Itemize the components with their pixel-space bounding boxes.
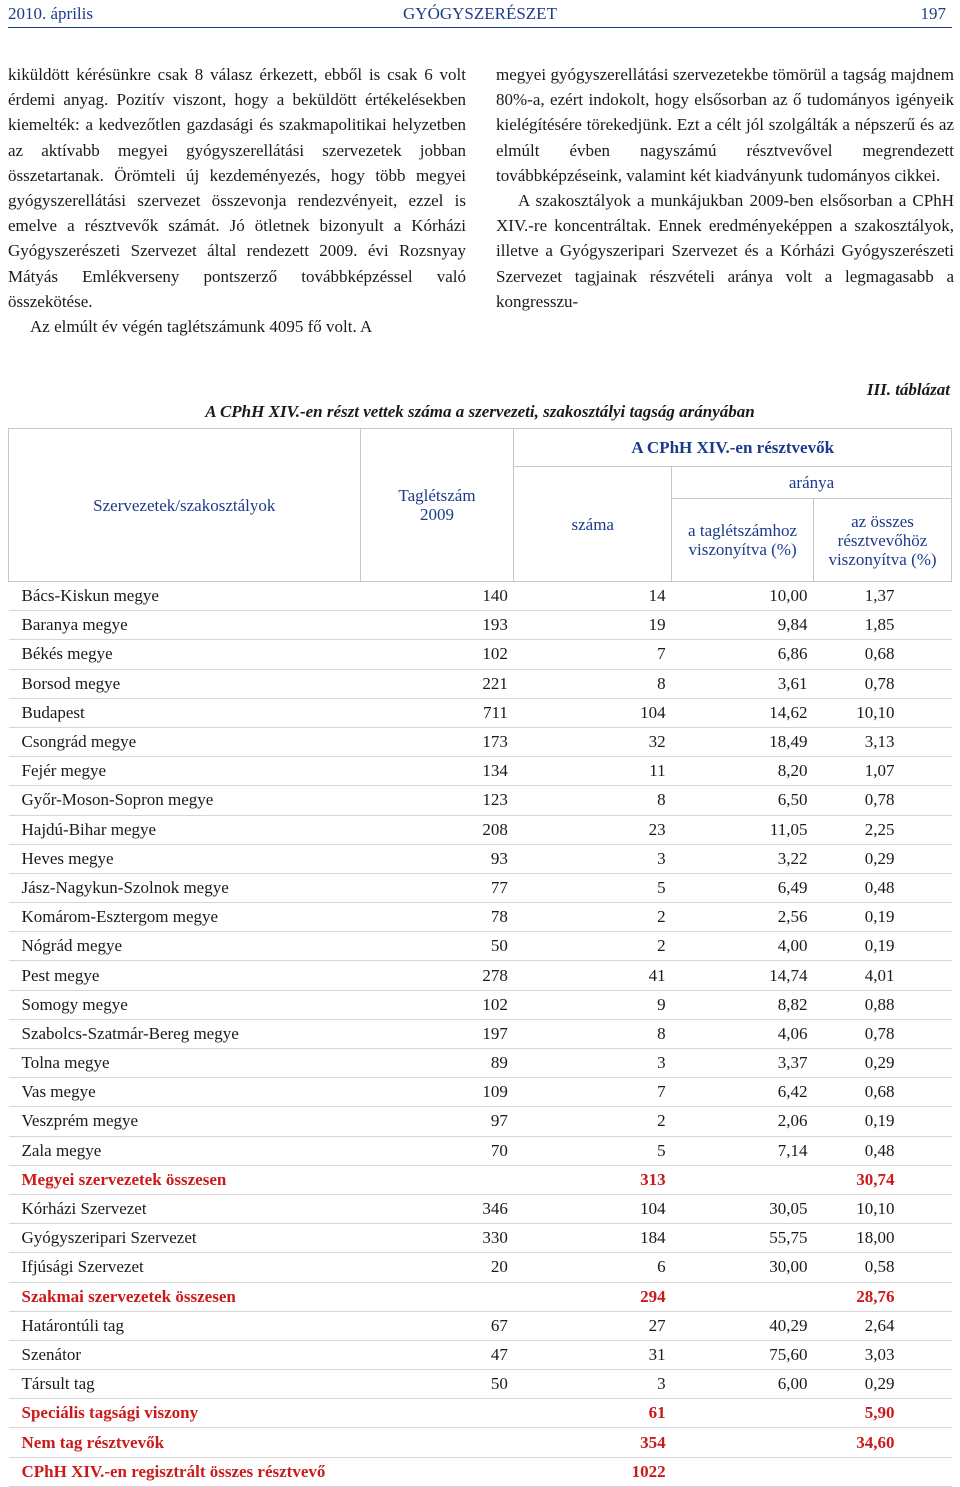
- members-cell: 208: [360, 815, 514, 844]
- count-cell: 354: [514, 1428, 672, 1457]
- members-cell: 330: [360, 1224, 514, 1253]
- ratio-total-cell: 1,07: [814, 757, 952, 786]
- table-caption: [0, 402, 960, 422]
- ratio-members-cell: 30,00: [672, 1253, 814, 1282]
- header-count: száma: [514, 467, 672, 582]
- count-cell: 8: [514, 786, 672, 815]
- ratio-members-cell: 2,06: [672, 1107, 814, 1136]
- table-row: [9, 1165, 952, 1194]
- header-date: 2010. április: [8, 4, 93, 23]
- ratio-members-cell: 4,00: [672, 932, 814, 961]
- count-cell: 8: [514, 669, 672, 698]
- ratio-total-cell: 3,13: [814, 727, 952, 756]
- paragraph: megyei gyógyszerellátási szervezetekbe tömörül a tagság majdnem 80%-a, ezért indokolt, hogy elsősorban az ő tudományos igényeik kielégítésére törekedjünk. Ezt a célt jól szolgálták a népszerű és az elmúlt évben nagyszámú résztvevővel megrendezett továbbképzéseink, valamint két kiadványunk tudományos cikkei.: [496, 65, 954, 185]
- count-cell: 7: [514, 640, 672, 669]
- ratio-total-cell: 0,78: [814, 1019, 952, 1048]
- org-cell: Borsod megye: [9, 669, 361, 698]
- ratio-total-cell: 0,78: [814, 786, 952, 815]
- table-row: [9, 757, 952, 786]
- org-cell: Határontúli tag: [9, 1311, 361, 1340]
- count-cell: 104: [514, 698, 672, 727]
- ratio-total-cell: 0,29: [814, 1049, 952, 1078]
- members-cell: [360, 1399, 514, 1428]
- table-row: [9, 1340, 952, 1369]
- table-row: [9, 1136, 952, 1165]
- ratio-members-cell: 6,49: [672, 873, 814, 902]
- paragraph: Az elmúlt év végén taglétszámunk 4095 fő volt. A: [30, 317, 373, 337]
- members-cell: 134: [360, 757, 514, 786]
- text-column-right: [496, 62, 954, 314]
- org-cell: Szakmai szervezetek összesen: [9, 1282, 361, 1311]
- table-row: [9, 1399, 952, 1428]
- text-column-left: [8, 62, 466, 339]
- org-cell: Gyógyszeripari Szervezet: [9, 1224, 361, 1253]
- org-cell: Pest megye: [9, 961, 361, 990]
- count-cell: 6: [514, 1253, 672, 1282]
- table-row: [9, 640, 952, 669]
- members-cell: 102: [360, 640, 514, 669]
- table-row: [9, 815, 952, 844]
- members-cell: 20: [360, 1253, 514, 1282]
- org-cell: Bács-Kiskun megye: [9, 582, 361, 611]
- count-cell: 3: [514, 1049, 672, 1078]
- count-cell: 8: [514, 1019, 672, 1048]
- org-cell: Budapest: [9, 698, 361, 727]
- ratio-members-cell: 40,29: [672, 1311, 814, 1340]
- ratio-total-cell: 5,90: [814, 1399, 952, 1428]
- ratio-members-cell: [672, 1399, 814, 1428]
- members-cell: 78: [360, 903, 514, 932]
- ratio-total-cell: 0,68: [814, 1078, 952, 1107]
- ratio-total-cell: [814, 1457, 952, 1486]
- ratio-members-cell: 7,14: [672, 1136, 814, 1165]
- org-cell: Szabolcs-Szatmár-Bereg megye: [9, 1019, 361, 1048]
- ratio-members-cell: 11,05: [672, 815, 814, 844]
- header-journal-title: GYÓGYSZERÉSZET: [403, 4, 557, 23]
- org-cell: Somogy megye: [9, 990, 361, 1019]
- members-cell: 77: [360, 873, 514, 902]
- table-row: [9, 1194, 952, 1223]
- count-cell: 294: [514, 1282, 672, 1311]
- ratio-total-cell: 34,60: [814, 1428, 952, 1457]
- count-cell: 7: [514, 1078, 672, 1107]
- org-cell: Békés megye: [9, 640, 361, 669]
- ratio-total-cell: 0,88: [814, 990, 952, 1019]
- count-cell: 9: [514, 990, 672, 1019]
- table-row: [9, 932, 952, 961]
- ratio-members-cell: [672, 1428, 814, 1457]
- ratio-members-cell: 75,60: [672, 1340, 814, 1369]
- members-cell: 50: [360, 1370, 514, 1399]
- count-cell: 3: [514, 1370, 672, 1399]
- members-cell: 102: [360, 990, 514, 1019]
- header-rule: [8, 27, 952, 28]
- ratio-members-cell: [672, 1165, 814, 1194]
- members-cell: 97: [360, 1107, 514, 1136]
- ratio-total-cell: 4,01: [814, 961, 952, 990]
- members-cell: 70: [360, 1136, 514, 1165]
- org-cell: Hajdú-Bihar megye: [9, 815, 361, 844]
- count-cell: 313: [514, 1165, 672, 1194]
- count-cell: 11: [514, 757, 672, 786]
- count-cell: 19: [514, 611, 672, 640]
- ratio-total-cell: 0,48: [814, 873, 952, 902]
- ratio-total-cell: 30,74: [814, 1165, 952, 1194]
- org-cell: Komárom-Esztergom megye: [9, 903, 361, 932]
- ratio-total-cell: 0,58: [814, 1253, 952, 1282]
- table-row: [9, 1253, 952, 1282]
- table-caption-text: A CPhH XIV.-en részt vettek száma a szervezeti, szakosztályi tagság arányában: [205, 402, 755, 421]
- table-row: [9, 1049, 952, 1078]
- count-cell: 104: [514, 1194, 672, 1223]
- members-cell: 47: [360, 1340, 514, 1369]
- count-cell: 23: [514, 815, 672, 844]
- members-cell: 140: [360, 582, 514, 611]
- page-header: [8, 2, 952, 26]
- ratio-total-cell: 3,03: [814, 1340, 952, 1369]
- org-cell: Szenátor: [9, 1340, 361, 1369]
- members-cell: [360, 1282, 514, 1311]
- header-org: Szervezetek/szakosztályok: [9, 429, 361, 582]
- table-row: [9, 1457, 952, 1486]
- ratio-total-cell: 10,10: [814, 1194, 952, 1223]
- count-cell: 2: [514, 932, 672, 961]
- ratio-members-cell: 9,84: [672, 611, 814, 640]
- members-cell: 67: [360, 1311, 514, 1340]
- count-cell: 3: [514, 844, 672, 873]
- members-cell: 93: [360, 844, 514, 873]
- ratio-total-cell: 18,00: [814, 1224, 952, 1253]
- table-row: [9, 1370, 952, 1399]
- ratio-members-cell: 2,56: [672, 903, 814, 932]
- table-row: [9, 611, 952, 640]
- members-cell: 711: [360, 698, 514, 727]
- ratio-total-cell: 0,48: [814, 1136, 952, 1165]
- org-cell: Veszprém megye: [9, 1107, 361, 1136]
- ratio-total-cell: 0,29: [814, 844, 952, 873]
- ratio-members-cell: 6,50: [672, 786, 814, 815]
- org-cell: CPhH XIV.-en regisztrált összes résztvevő: [9, 1457, 361, 1486]
- ratio-total-cell: 1,37: [814, 582, 952, 611]
- participation-table: [8, 428, 952, 1487]
- count-cell: 184: [514, 1224, 672, 1253]
- table-row: [9, 727, 952, 756]
- ratio-members-cell: 6,00: [672, 1370, 814, 1399]
- ratio-total-cell: 28,76: [814, 1282, 952, 1311]
- table-row: [9, 1428, 952, 1457]
- count-cell: 1022: [514, 1457, 672, 1486]
- members-cell: 197: [360, 1019, 514, 1048]
- ratio-members-cell: 14,74: [672, 961, 814, 990]
- ratio-total-cell: 0,19: [814, 903, 952, 932]
- count-cell: 5: [514, 1136, 672, 1165]
- table-row: [9, 1078, 952, 1107]
- count-cell: 41: [514, 961, 672, 990]
- members-cell: 221: [360, 669, 514, 698]
- table-row: [9, 1282, 952, 1311]
- ratio-total-cell: 2,25: [814, 815, 952, 844]
- ratio-members-cell: 14,62: [672, 698, 814, 727]
- members-cell: [360, 1165, 514, 1194]
- ratio-members-cell: [672, 1457, 814, 1486]
- org-cell: Zala megye: [9, 1136, 361, 1165]
- org-cell: Társult tag: [9, 1370, 361, 1399]
- ratio-total-cell: 10,10: [814, 698, 952, 727]
- members-cell: 193: [360, 611, 514, 640]
- org-cell: Jász-Nagykun-Szolnok megye: [9, 873, 361, 902]
- ratio-members-cell: 55,75: [672, 1224, 814, 1253]
- header-page-number: 197: [920, 4, 946, 23]
- org-cell: Győr-Moson-Sopron megye: [9, 786, 361, 815]
- ratio-members-cell: 30,05: [672, 1194, 814, 1223]
- table-row: [9, 903, 952, 932]
- count-cell: 2: [514, 903, 672, 932]
- table-row: [9, 873, 952, 902]
- ratio-total-cell: 1,85: [814, 611, 952, 640]
- members-cell: 89: [360, 1049, 514, 1078]
- count-cell: 31: [514, 1340, 672, 1369]
- members-cell: 50: [360, 932, 514, 961]
- members-cell: 173: [360, 727, 514, 756]
- ratio-members-cell: 8,20: [672, 757, 814, 786]
- table-row: [9, 786, 952, 815]
- header-ratio: aránya: [672, 467, 952, 499]
- table-row: [9, 990, 952, 1019]
- members-cell: 278: [360, 961, 514, 990]
- paragraph: A szakosztályok a munkájukban 2009-ben elsősorban a CPhH XIV.-re koncentráltak. Ennek eredményeképpen a szakosztályok, illetve a Gyógyszeripari Szervezet és a Kórházi Gyógyszerészeti Szervezet tagjainak részvételi aránya volt a legmagasabb a kongresszu-: [496, 191, 954, 311]
- members-cell: 109: [360, 1078, 514, 1107]
- header-ratio-members: a taglétszámhoz viszonyítva (%): [672, 499, 814, 582]
- table-row: [9, 582, 952, 611]
- ratio-members-cell: 6,42: [672, 1078, 814, 1107]
- org-cell: Nem tag résztvevők: [9, 1428, 361, 1457]
- ratio-total-cell: 0,78: [814, 669, 952, 698]
- table-row: [9, 698, 952, 727]
- table-row: [9, 844, 952, 873]
- ratio-members-cell: 18,49: [672, 727, 814, 756]
- ratio-total-cell: 0,19: [814, 932, 952, 961]
- count-cell: 2: [514, 1107, 672, 1136]
- count-cell: 14: [514, 582, 672, 611]
- ratio-members-cell: 3,61: [672, 669, 814, 698]
- org-cell: Nógrád megye: [9, 932, 361, 961]
- org-cell: Fejér megye: [9, 757, 361, 786]
- table-row: [9, 961, 952, 990]
- ratio-members-cell: 10,00: [672, 582, 814, 611]
- members-cell: 123: [360, 786, 514, 815]
- org-cell: Megyei szervezetek összesen: [9, 1165, 361, 1194]
- table-row: [9, 1311, 952, 1340]
- ratio-total-cell: 0,68: [814, 640, 952, 669]
- table-row: [9, 1019, 952, 1048]
- ratio-members-cell: 3,37: [672, 1049, 814, 1078]
- org-cell: Heves megye: [9, 844, 361, 873]
- table-row: [9, 669, 952, 698]
- count-cell: 27: [514, 1311, 672, 1340]
- header-participants: A CPhH XIV.-en résztvevők: [514, 429, 952, 467]
- table-row: [9, 1224, 952, 1253]
- members-cell: 346: [360, 1194, 514, 1223]
- org-cell: Ifjúsági Szervezet: [9, 1253, 361, 1282]
- ratio-members-cell: 8,82: [672, 990, 814, 1019]
- paragraph: kiküldött kérésünkre csak 8 válasz érkezett, ebből is csak 6 volt érdemi anyag. Pozitív viszont, hogy a beküldött értékelésekben kiemelték: a kedvezőtlen gazdasági és szakmapolitikai helyzetben az aktívabb megyei gyógyszerellátási szervezetek jobban összetartanak. Örömteli új kezdeményezés, hogy több megyei gyógyszerellátási szervezet összevonja rendezvényeit, ezzel is emelve a résztvevők számát. Jó ötletnek bizonyult a Kórházi Gyógyszerészeti Szervezet által rendezett 2009. évi Rozsnyay Mátyás Emlékverseny pontszerző továbbképzéssel való összekötése.: [8, 65, 466, 311]
- org-cell: Csongrád megye: [9, 727, 361, 756]
- ratio-members-cell: 3,22: [672, 844, 814, 873]
- count-cell: 32: [514, 727, 672, 756]
- count-cell: 61: [514, 1399, 672, 1428]
- org-cell: Kórházi Szervezet: [9, 1194, 361, 1223]
- header-members: Taglétszám 2009: [360, 429, 514, 582]
- org-cell: Speciális tagsági viszony: [9, 1399, 361, 1428]
- header-ratio-total: az összes résztvevőhöz viszonyítva (%): [814, 499, 952, 582]
- org-cell: Tolna megye: [9, 1049, 361, 1078]
- org-cell: Baranya megye: [9, 611, 361, 640]
- ratio-total-cell: 0,29: [814, 1370, 952, 1399]
- count-cell: 5: [514, 873, 672, 902]
- table-row: [9, 1107, 952, 1136]
- ratio-members-cell: 6,86: [672, 640, 814, 669]
- org-cell: Vas megye: [9, 1078, 361, 1107]
- members-cell: [360, 1428, 514, 1457]
- ratio-total-cell: 0,19: [814, 1107, 952, 1136]
- table-number: III. táblázat: [866, 380, 950, 399]
- ratio-members-cell: [672, 1282, 814, 1311]
- members-cell: [360, 1457, 514, 1486]
- ratio-members-cell: 4,06: [672, 1019, 814, 1048]
- ratio-total-cell: 2,64: [814, 1311, 952, 1340]
